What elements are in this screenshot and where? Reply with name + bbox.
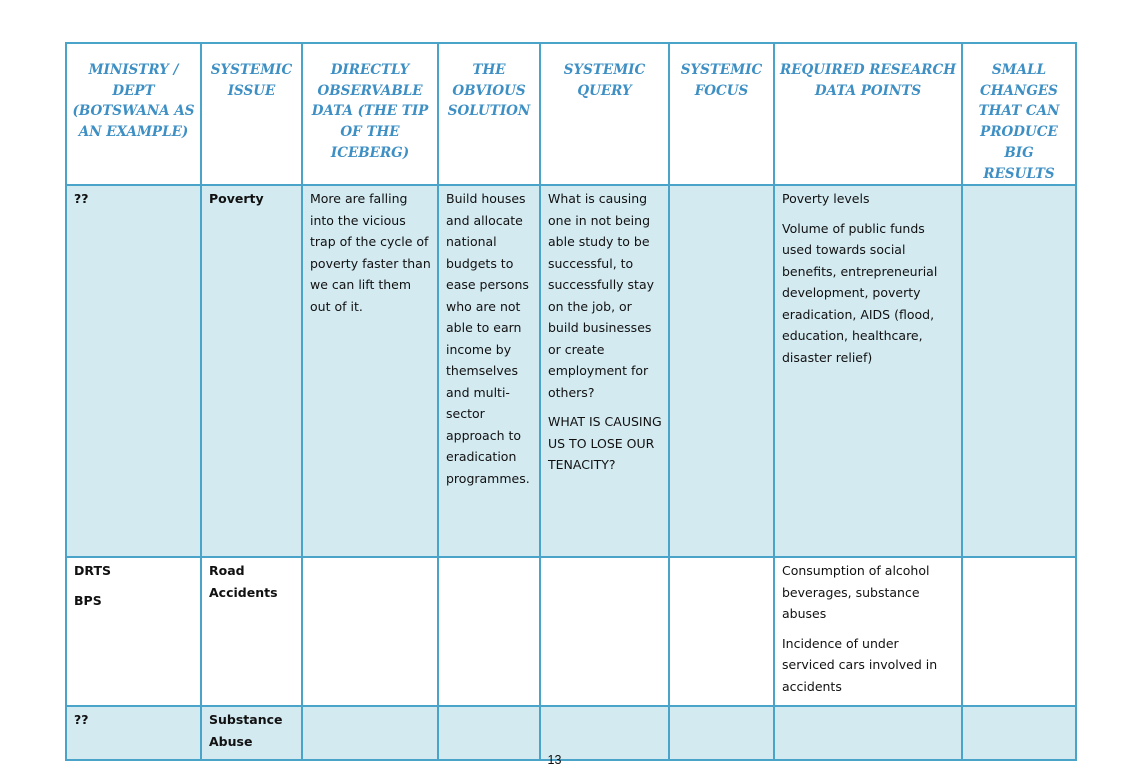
research-paragraph: Incidence of under serviced cars involved in accidents (782, 635, 938, 694)
cell-focus (669, 185, 774, 557)
query-paragraph: WHAT IS CAUSING US TO LOSE OUR TENACITY? (548, 414, 662, 473)
table-row (66, 185, 1076, 557)
header-research-data-points: REQUIRED RESEARCH DATA POINTS (774, 43, 962, 185)
header-obvious-solution: THE OBVIOUS SOLUTION (438, 43, 540, 185)
cell-observable: More are falling into the vicious trap of the cycle of poverty faster than we can lift them out of it. (302, 185, 438, 557)
cell-solution (438, 557, 540, 706)
table-row (66, 557, 1076, 706)
systemic-issues-table (65, 42, 1077, 761)
cell-changes (962, 185, 1076, 557)
cell-focus (669, 557, 774, 706)
research-paragraph: Poverty levels (782, 191, 870, 207)
header-systemic-query: SYSTEMIC QUERY (540, 43, 669, 185)
research-paragraph: Volume of public funds used towards social benefits, entrepreneurial development, poverty eradication, AIDS (flood, education, healthcare, disaster relief) (782, 220, 938, 365)
query-paragraph: What is causing one in not being able study to be successful, to successfully stay on the job, or build businesses or create employment for others? (548, 191, 655, 400)
cell-solution: Build houses and allocate national budgets to ease persons who are not able to earn income by themselves and multi-sector approach to eradication programmes. (438, 185, 540, 557)
table-header-row (66, 43, 1076, 185)
header-small-changes: SMALL CHANGES THAT CAN PRODUCE BIG RESULTS (962, 43, 1076, 185)
ministry-line: DRTS (74, 563, 111, 579)
cell-query (540, 557, 669, 706)
header-systemic-issue: SYSTEMIC ISSUE (201, 43, 302, 185)
cell-issue: Road Accidents (201, 557, 302, 706)
cell-research (774, 185, 962, 557)
ministry-line: BPS (74, 592, 102, 608)
page-number: 13 (547, 753, 562, 767)
cell-ministry (66, 557, 201, 706)
cell-issue: Poverty (201, 185, 302, 557)
cell-changes (962, 557, 1076, 706)
cell-ministry: ?? (66, 706, 201, 760)
cell-research (774, 557, 962, 706)
cell-issue: Substance Abuse (201, 706, 302, 760)
header-systemic-focus: SYSTEMIC FOCUS (669, 43, 774, 185)
header-ministry: MINISTRY / DEPT (BOTSWANA AS AN EXAMPLE) (66, 43, 201, 185)
cell-observable (302, 557, 438, 706)
cell-ministry: ?? (66, 185, 201, 557)
header-observable-data: DIRECTLY OBSERVABLE DATA (THE TIP OF THE ICEBERG) (302, 43, 438, 185)
cell-query (540, 185, 669, 557)
research-paragraph: Consumption of alcohol beverages, substance abuses (782, 563, 930, 622)
